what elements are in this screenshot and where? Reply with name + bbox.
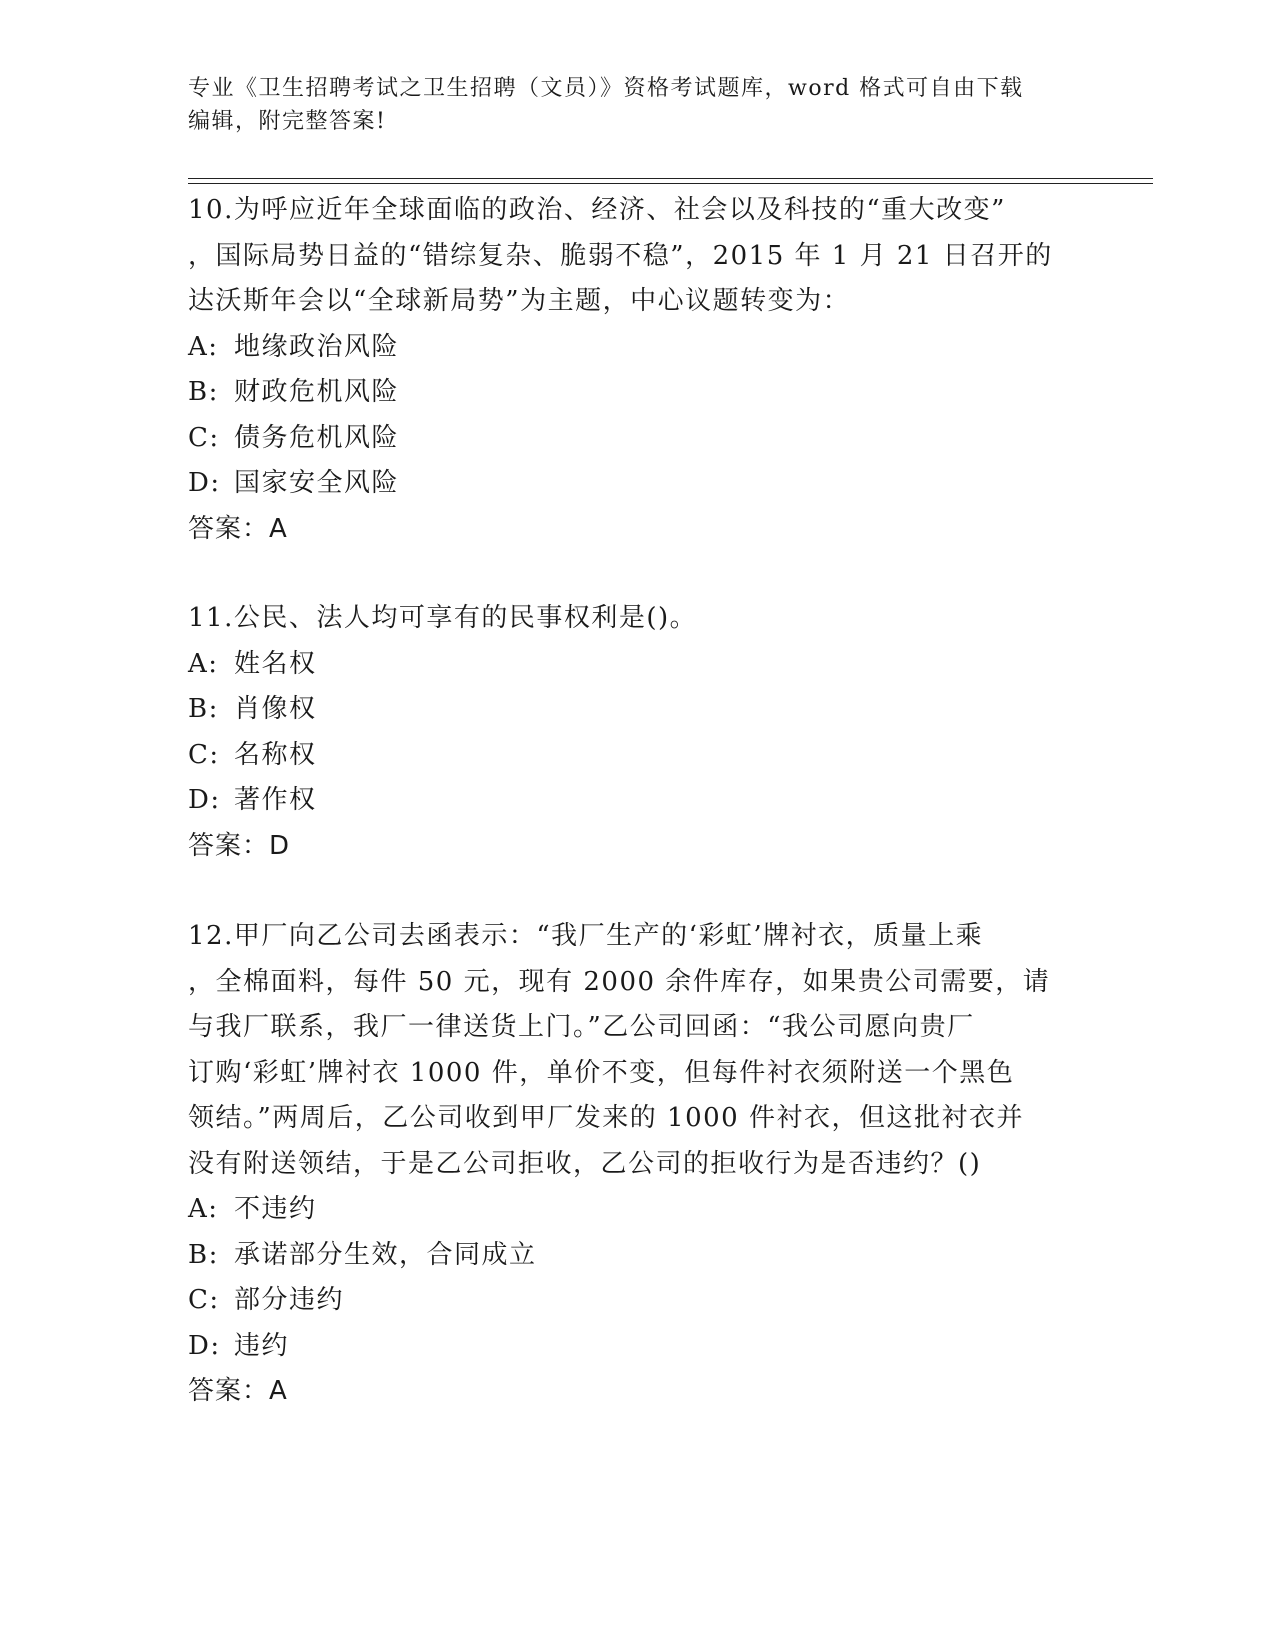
document-header <box>188 72 1088 138</box>
answer-line: 答案：A <box>188 513 288 544</box>
question-10 <box>188 188 1088 552</box>
question-11 <box>188 596 1088 869</box>
header-divider <box>188 178 1153 184</box>
question-text-line: 10.为呼应近年全球面临的政治、经济、社会以及科技的“重大改变” <box>188 195 1006 225</box>
question-text-line: 达沃斯年会以“全球新局势”为主题，中心议题转变为： <box>188 286 851 316</box>
option-text: 肖像权 <box>234 694 317 724</box>
question-text-line: ，国际局势日益的“错综复杂、脆弱不稳”，2015 年 1 月 21 日召开的 <box>188 240 1053 271</box>
question-text-line: 领结。”两周后，乙公司收到甲厂发来的 1000 件衬衣，但这批衬衣并 <box>188 1103 1024 1133</box>
option-text: 名称权 <box>234 739 317 770</box>
option-letter: D: <box>188 785 221 815</box>
question-text-line: ，全棉面料，每件 50 元，现有 2000 余件库存，如果贵公司需要，请 <box>188 966 1051 997</box>
option-text: 承诺部分生效，合同成立 <box>234 1239 537 1270</box>
option-letter: A: <box>188 648 219 679</box>
question-text-line: 订购‘彩虹’牌衬衣 1000 件，单价不变，但每件衬衣须附送一个黑色 <box>188 1057 1015 1088</box>
option-d <box>188 461 1088 507</box>
option-text: 部分违约 <box>234 1285 345 1315</box>
option-letter: C: <box>188 1285 220 1315</box>
option-text: 债务危机风险 <box>234 422 400 453</box>
option-a <box>188 325 1088 371</box>
option-text: 不违约 <box>234 1194 317 1224</box>
header-line: 编辑，附完整答案! <box>188 109 387 134</box>
option-text: 地缘政治风险 <box>234 331 400 362</box>
option-d <box>188 1324 1088 1370</box>
option-letter: B: <box>188 377 219 407</box>
option-b <box>188 687 1088 733</box>
option-c <box>188 733 1088 779</box>
option-text: 姓名权 <box>234 648 317 679</box>
option-a <box>188 642 1088 688</box>
option-c <box>188 1278 1088 1324</box>
option-letter: B: <box>188 694 219 724</box>
option-letter: A: <box>188 1194 219 1224</box>
question-text-line: 11.公民、法人均可享有的民事权利是()。 <box>188 603 698 633</box>
option-text: 违约 <box>234 1330 290 1361</box>
header-line: 专业《卫生招聘考试之卫生招聘（文员）》资格考试题库，word 格式可自由下载 <box>188 76 1024 101</box>
option-letter: A: <box>188 331 219 362</box>
option-letter: C: <box>188 422 220 453</box>
option-b <box>188 1233 1088 1279</box>
option-letter: D: <box>188 468 221 498</box>
option-a <box>188 1187 1088 1233</box>
option-b <box>188 370 1088 416</box>
question-text-line: 没有附送领结，于是乙公司拒收，乙公司的拒收行为是否违约？() <box>188 1148 982 1179</box>
question-12 <box>188 914 1088 1415</box>
answer-line: 答案：D <box>188 830 291 861</box>
question-text-line: 12.甲厂向乙公司去函表示：“我厂生产的‘彩虹’牌衬衣，质量上乘 <box>188 921 984 951</box>
option-letter: B: <box>188 1239 219 1270</box>
option-text: 著作权 <box>234 785 317 815</box>
question-text-line: 与我厂联系，我厂一律送货上门。”乙公司回函：“我公司愿向贵厂 <box>188 1012 975 1042</box>
answer-line: 答案：A <box>188 1376 288 1406</box>
option-text: 财政危机风险 <box>234 377 400 407</box>
option-text: 国家安全风险 <box>234 468 400 498</box>
option-d <box>188 778 1088 824</box>
option-letter: C: <box>188 739 220 770</box>
option-c <box>188 416 1088 462</box>
option-letter: D: <box>188 1330 221 1361</box>
